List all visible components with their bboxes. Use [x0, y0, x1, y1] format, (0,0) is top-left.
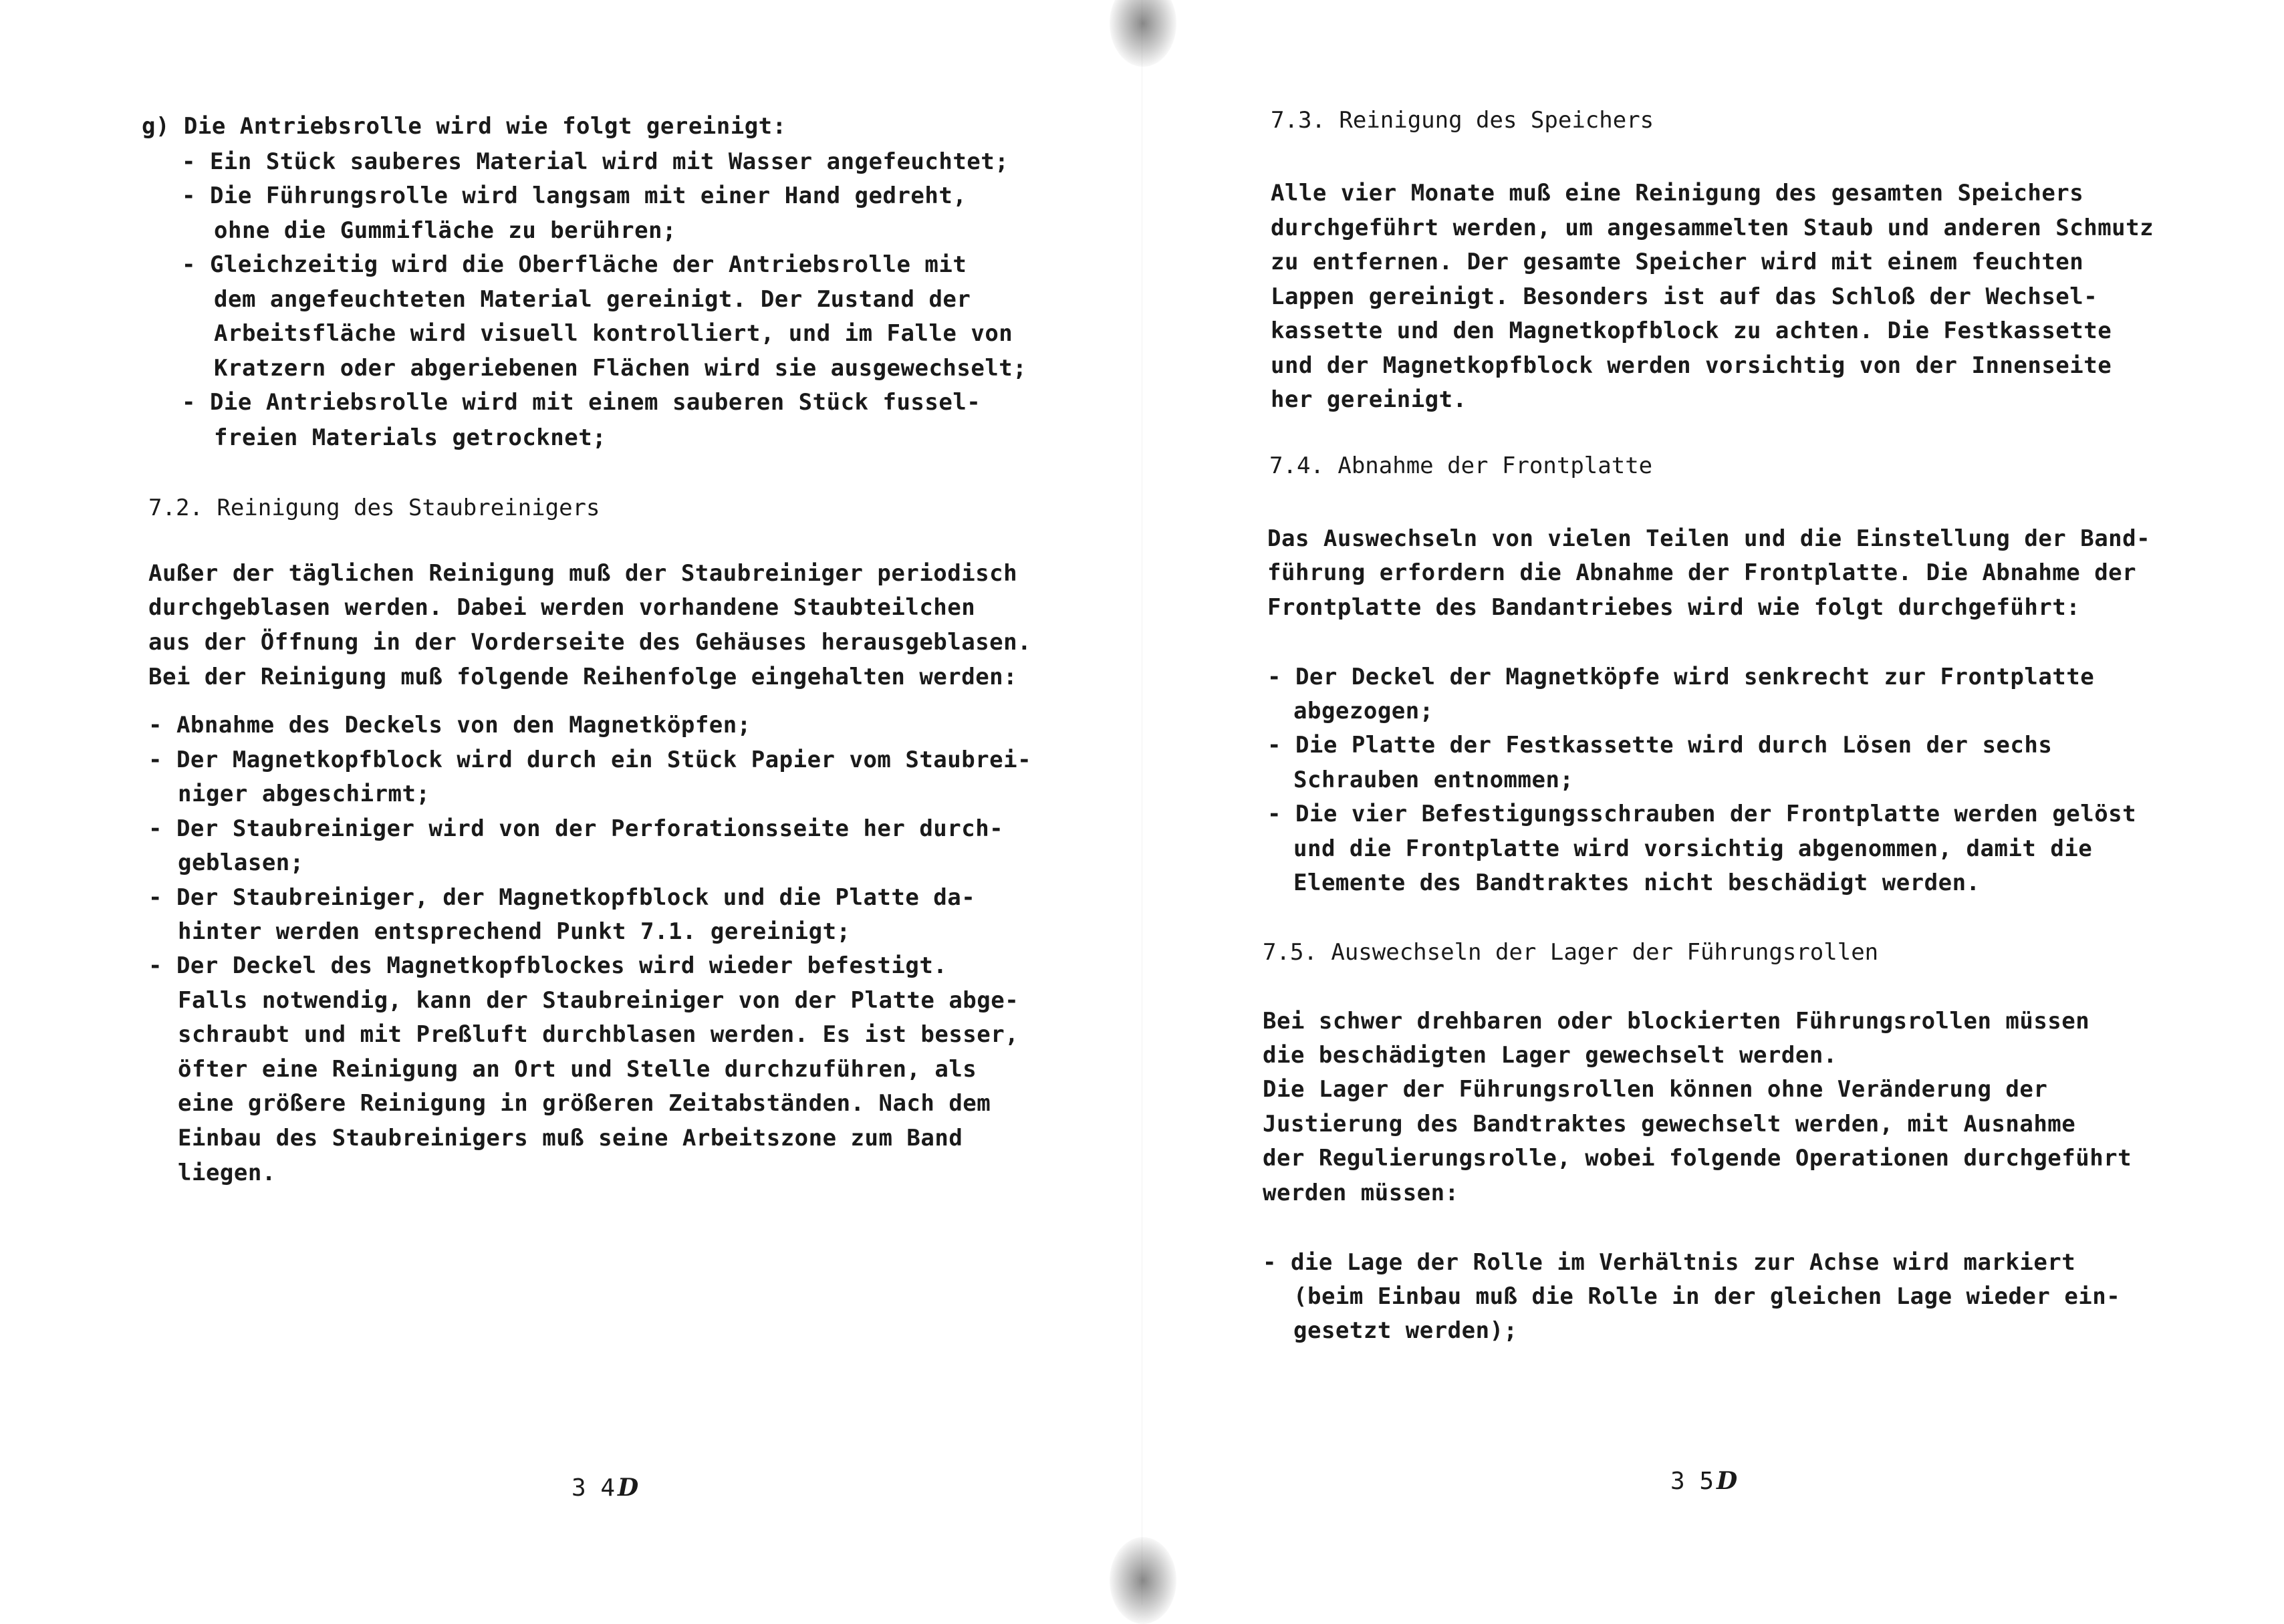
page-suffix: D: [1717, 1467, 1738, 1495]
section-7-4-line: abgezogen;: [1293, 698, 1434, 724]
section-7-2-line: liegen.: [178, 1160, 276, 1186]
section-heading-7-3: 7.3. Reinigung des Speichers: [1271, 107, 1654, 134]
left-page: [0, 0, 1142, 1605]
section-7-5-line: Bei schwer drehbaren oder blockierten Führungsrollen müssen: [1263, 1008, 2090, 1035]
item-g-line: - Ein Stück sauberes Material wird mit Wasser angefeuchtet;: [182, 148, 1009, 175]
section-7-2-line: aus der Öffnung in der Vorderseite des Gehäuses herausgeblasen.: [148, 629, 1032, 656]
right-page: [1142, 0, 2284, 1605]
section-7-5-line: gesetzt werden);: [1293, 1317, 1518, 1344]
item-g-line: - Die Führungsrolle wird langsam mit einer Hand gedreht,: [182, 182, 967, 209]
section-heading-7-5: 7.5. Auswechseln der Lager der Führungsrollen: [1263, 939, 1879, 966]
section-7-2-line: Außer der täglichen Reinigung muß der Staubreiniger periodisch: [148, 560, 1018, 587]
section-7-2-line: eine größere Reinigung in größeren Zeitabständen. Nach dem: [178, 1090, 991, 1117]
item-g-line: Kratzern oder abgeriebenen Flächen wird sie ausgewechselt;: [214, 355, 1027, 382]
section-7-2-line: geblasen;: [178, 849, 304, 876]
section-7-5-line: werden müssen:: [1263, 1180, 1459, 1206]
item-g-line: freien Materials getrocknet;: [214, 424, 607, 451]
section-7-2-line: öfter eine Reinigung an Ort und Stelle durchzuführen, als: [178, 1056, 977, 1083]
section-7-5-line: Die Lager der Führungsrollen können ohne Veränderung der: [1263, 1076, 2048, 1103]
section-7-5-line: der Regulierungsrolle, wobei folgende Operationen durchgeführt: [1263, 1145, 2132, 1172]
section-7-4-line: und die Frontplatte wird vorsichtig abgenommen, damit die: [1293, 835, 2093, 862]
page-number-value: 3 4: [572, 1474, 616, 1502]
section-7-3-line: zu entfernen. Der gesamte Speicher wird mit einem feuchten: [1271, 249, 2084, 275]
section-7-3-line: und der Magnetkopfblock werden vorsichtig von der Innenseite: [1271, 352, 2112, 379]
section-7-2-line: durchgeblasen werden. Dabei werden vorhandene Staubteilchen: [148, 594, 976, 621]
section-7-4-line: Frontplatte des Bandantriebes wird wie folgt durchgeführt:: [1267, 594, 2081, 621]
section-7-4-line: - Die Platte der Festkassette wird durch Lösen der sechs: [1267, 732, 2053, 759]
section-7-3-line: Lappen gereinigt. Besonders ist auf das Schloß der Wechsel-: [1271, 283, 2098, 310]
page-number: [572, 1474, 638, 1502]
section-7-2-line: Einbau des Staubreinigers muß seine Arbeitszone zum Band: [178, 1125, 963, 1152]
section-7-5-line: - die Lage der Rolle im Verhältnis zur Achse wird markiert: [1263, 1249, 2076, 1276]
page-number-value: 3 5: [1670, 1468, 1715, 1495]
item-g-line: Arbeitsfläche wird visuell kontrolliert, und im Falle von: [214, 320, 1013, 347]
section-7-3-line: her gereinigt.: [1271, 386, 1467, 413]
item-g-line: - Die Antriebsrolle wird mit einem sauberen Stück fussel-: [182, 389, 981, 416]
item-g-line: ohne die Gummifläche zu berühren;: [214, 217, 677, 244]
section-7-5-line: Justierung des Bandtraktes gewechselt werden, mit Ausnahme: [1263, 1111, 2076, 1137]
page-number: [1670, 1467, 1737, 1495]
item-g-line: - Gleichzeitig wird die Oberfläche der Antriebsrolle mit: [182, 251, 967, 278]
section-7-4-line: - Der Deckel der Magnetköpfe wird senkrecht zur Frontplatte: [1267, 664, 2095, 690]
section-7-3-line: Alle vier Monate muß eine Reinigung des gesamten Speichers: [1271, 180, 2084, 207]
section-7-2-line: schraubt und mit Preßluft durchblasen werden. Es ist besser,: [178, 1021, 1019, 1048]
section-7-4-line: führung erfordern die Abnahme der Frontplatte. Die Abnahme der: [1267, 559, 2137, 586]
section-7-4-line: Elemente des Bandtraktes nicht beschädigt werden.: [1293, 869, 1981, 896]
section-7-3-line: kassette und den Magnetkopfblock zu achten. Die Festkassette: [1271, 317, 2112, 344]
section-7-2-line: - Der Staubreiniger, der Magnetkopfblock und die Platte da-: [148, 884, 976, 911]
section-7-4-line: - Die vier Befestigungsschrauben der Frontplatte werden gelöst: [1267, 801, 2137, 827]
section-7-2-line: hinter werden entsprechend Punkt 7.1. gereinigt;: [178, 918, 851, 945]
section-7-2-line: Falls notwendig, kann der Staubreiniger von der Platte abge-: [178, 987, 1019, 1014]
item-g-line: g) Die Antriebsrolle wird wie folgt gereinigt:: [142, 113, 787, 140]
section-heading-7-4: 7.4. Abnahme der Frontplatte: [1269, 452, 1653, 479]
section-7-2-line: - Der Staubreiniger wird von der Perforationsseite her durch-: [148, 815, 1004, 842]
section-7-5-line: die beschädigten Lager gewechselt werden.: [1263, 1042, 1837, 1069]
section-7-4-line: Das Auswechseln von vielen Teilen und die Einstellung der Band-: [1267, 525, 2151, 552]
page-suffix: D: [618, 1474, 639, 1502]
section-heading-7-2: 7.2. Reinigung des Staubreinigers: [148, 495, 600, 521]
section-7-2-line: - Abnahme des Deckels von den Magnetköpfen;: [148, 712, 751, 738]
section-7-2-line: Bei der Reinigung muß folgende Reihenfolge eingehalten werden:: [148, 664, 1018, 690]
section-7-2-line: - Der Magnetkopfblock wird durch ein Stück Papier vom Staubrei-: [148, 747, 1032, 773]
section-7-2-line: - Der Deckel des Magnetkopfblockes wird wieder befestigt.: [148, 952, 948, 979]
section-7-3-line: durchgeführt werden, um angesammelten Staub und anderen Schmutz: [1271, 215, 2154, 241]
section-7-4-line: Schrauben entnommen;: [1293, 767, 1574, 793]
section-7-5-line: (beim Einbau muß die Rolle in der gleichen Lage wieder ein-: [1293, 1283, 2121, 1310]
item-g-line: dem angefeuchteten Material gereinigt. Der Zustand der: [214, 286, 971, 313]
section-7-2-line: niger abgeschirmt;: [178, 781, 430, 807]
